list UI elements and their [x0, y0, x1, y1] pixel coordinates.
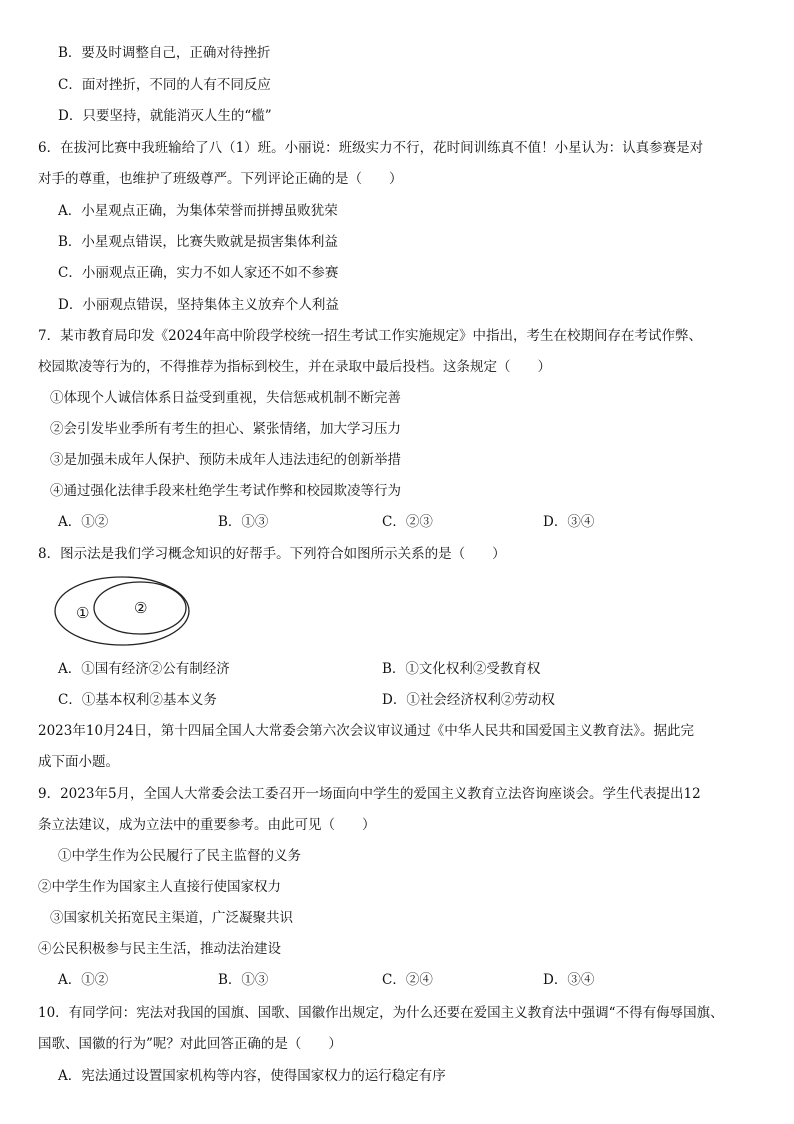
q9-stem-line2: 条立法建议，成为立法中的重要参考。由此可见（ ）	[38, 817, 376, 833]
q8-option-d: D．①社会经济权利②劳动权	[382, 692, 555, 708]
q6-stem-line1: 6．在拔河比赛中我班输给了八（1）班。小丽说：班级实力不行，花时间训练真不值！小星认为：认真参赛是对	[38, 140, 704, 156]
q8-option-c: C．①基本权利②基本义务	[58, 692, 217, 708]
q6-option-a: A．小星观点正确，为集体荣誉而拼搏虽败犹荣	[58, 203, 338, 219]
q7-option-d: D．③④	[543, 514, 595, 530]
q9-statement-4: ④公民积极参与民主生活，推动法治建设	[38, 941, 281, 957]
q6-option-b: B．小星观点错误，比赛失败就是损害集体利益	[58, 234, 338, 250]
q9-statement-1: ①中学生作为公民履行了民主监督的义务	[58, 848, 301, 864]
material-line2: 成下面小题。	[38, 754, 119, 770]
q6-option-d: D．小丽观点错误，坚持集体主义放弃个人利益	[58, 297, 339, 313]
q7-statement-3: ③是加强未成年人保护、预防未成年人违法违纪的创新举措	[50, 452, 401, 468]
q7-statement-4: ④通过强化法律手段来杜绝学生考试作弊和校园欺凌等行为	[50, 483, 401, 499]
q7-statement-2: ②会引发毕业季所有考生的担心、紧张情绪，加大学习压力	[50, 421, 401, 437]
q9-statement-3: ③国家机关拓宽民主渠道，广泛凝聚共识	[50, 910, 293, 926]
q7-option-c: C．②③	[382, 514, 433, 530]
q9-option-c: C．②④	[382, 972, 433, 988]
inner-label: ②	[134, 599, 148, 617]
q7-statement-1: ①体现个人诚信体系日益受到重视，失信惩戒机制不断完善	[50, 390, 401, 406]
q9-stem-line1: 9．2023年5月，全国人大常委会法工委召开一场面向中学生的爱国主义教育立法咨询座谈会。学生代表提出12	[38, 786, 701, 802]
q6-stem-line2: 对手的尊重，也维护了班级尊严。下列评论正确的是（ ）	[38, 171, 403, 187]
q6-option-c: C．小丽观点正确，实力不如人家还不如不参赛	[58, 265, 339, 281]
q5-option-b: B．要及时调整自己，正确对待挫折	[58, 45, 271, 61]
outer-label: ①	[76, 604, 90, 622]
q7-option-b: B．①③	[218, 514, 269, 530]
q7-stem-line1: 7．某市教育局印发《2024年高中阶段学校统一招生考试工作实施规定》中指出，考生在校期间存在考试作弊、	[38, 328, 702, 344]
q5-option-c: C．面对挫折，不同的人有不同反应	[58, 77, 271, 93]
q8-option-a: A．①国有经济②公有制经济	[58, 661, 230, 677]
q9-option-b: B．①③	[218, 972, 269, 988]
q5-option-d: D．只要坚持，就能消灭人生的“槛”	[58, 108, 272, 124]
q9-option-a: A．①②	[58, 972, 109, 988]
q7-option-a: A．①②	[58, 514, 109, 530]
q10-option-a: A．宪法通过设置国家机构等内容，使得国家权力的运行稳定有序	[58, 1068, 446, 1084]
q10-stem-line2: 国歌、国徽的行为”呢？对此回答正确的是（ ）	[38, 1036, 342, 1052]
venn-diagram	[52, 575, 192, 647]
q8-option-b: B．①文化权利②受教育权	[382, 661, 541, 677]
q10-stem-line1: 10．有同学问：宪法对我国的国旗、国歌、国徽作出规定，为什么还要在爱国主义教育法中强调“不得有侮辱国旗、	[38, 1005, 724, 1021]
q8-stem: 8．图示法是我们学习概念知识的好帮手。下列符合如图所示关系的是（ ）	[38, 546, 506, 562]
material-line1: 2023年10月24日，第十四届全国人大常委会第六次会议审议通过《中华人民共和国爱国主义教育法》。据此完	[38, 723, 694, 739]
q9-option-d: D．③④	[543, 972, 595, 988]
q7-stem-line2: 校园欺凌等行为的，不得推荐为指标到校生，并在录取中最后投档。这条规定（ ）	[38, 359, 551, 375]
q9-statement-2: ②中学生作为国家主人直接行使国家权力	[38, 879, 281, 895]
